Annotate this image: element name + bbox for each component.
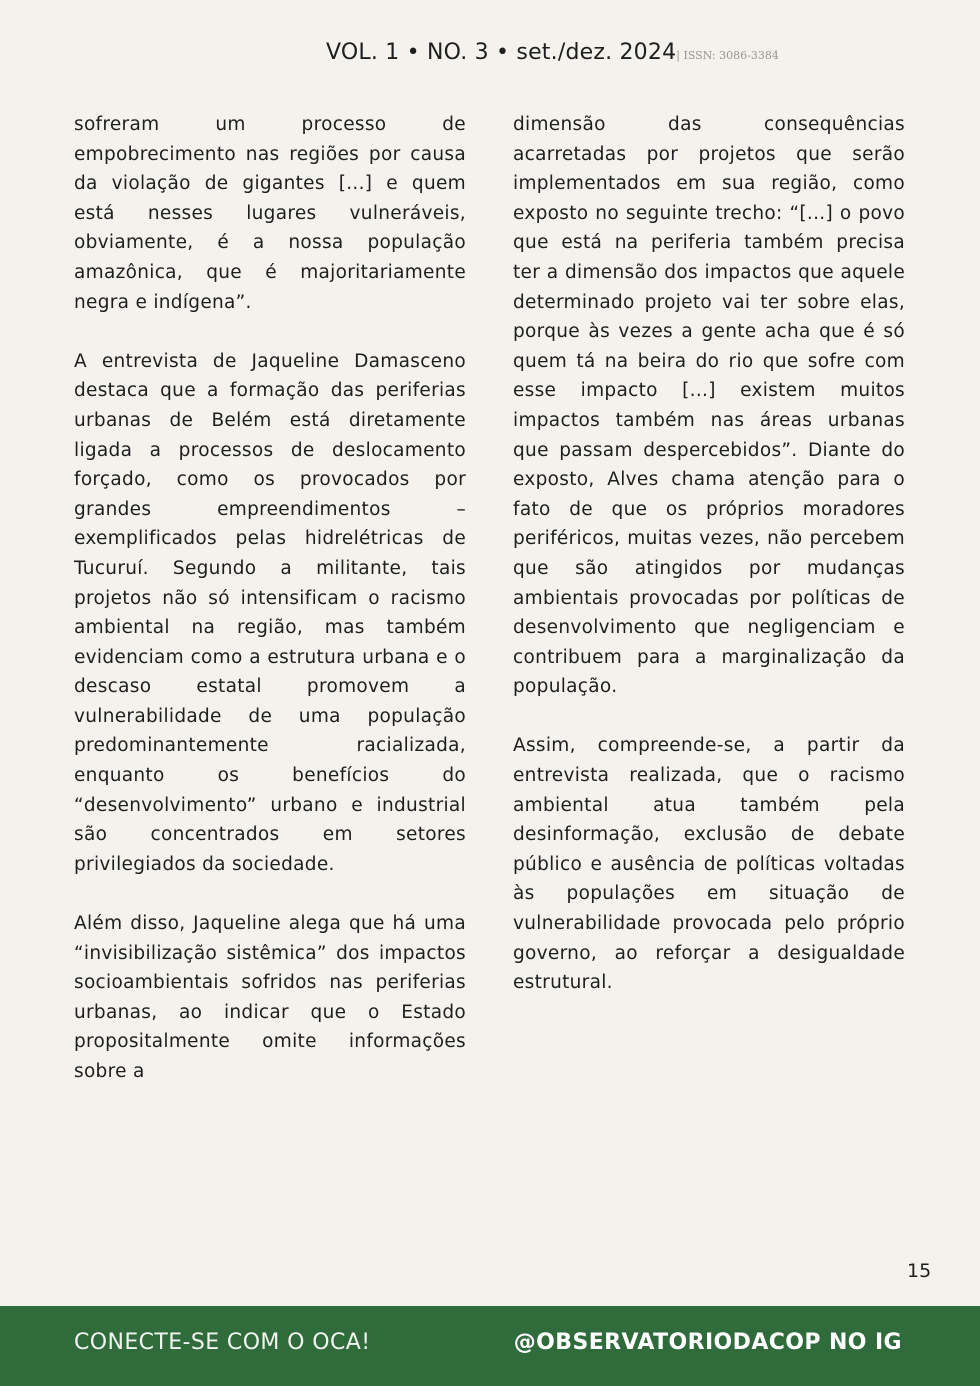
paragraph: dimensão das consequências acarretadas por projetos que serão implementados em sua região, como exposto no seguinte trecho: “[...] o povo que está na periferia também precisa ter a dimensão dos impactos que aquele determinado projeto vai ter sobre elas, porque às vezes a gente acha que é só quem tá na beira do rio que sofre com esse impacto [...] existem muitos impactos também nas áreas urbanas que passam despercebidos”. Diante do exposto, Alves chama atenção para o fato de que os próprios moradores periféricos, muitas vezes, não percebem que são atingidos por mudanças ambientais provocadas por políticas de desenvolvimento que negligenciam e contribuem para a marginalização da população. [513, 114, 905, 698]
issn: | ISSN: 3086-3384 [676, 49, 779, 62]
page-number: 15 [907, 1260, 932, 1282]
paragraph: A entrevista de Jaqueline Damasceno destaca que a formação das periferias urbanas de Belém está diretamente ligada a processos de deslocamento forçado, como os provocados por grandes empreendimentos – exemplificados pelas hidrelétricas de Tucuruí. Segundo a militante, tais projetos não só intensificam o racismo ambiental na região, mas também evidenciam como a estrutura urbana e o descaso estatal promovem a vulnerabilidade de uma população predominantemente racializada, enquanto os benefícios do “desenvolvimento” urbano e industrial são concentrados em setores privilegiados da sociedade. [74, 350, 466, 875]
footer-bar [0, 1306, 980, 1386]
paragraph: sofreram um processo de empobrecimento nas regiões por causa da violação de gigantes [...] e quem está nesses lugares vulneráveis, obviamente, é a nossa população amazônica, que é majoritariamente negra e indígena”. [74, 114, 466, 313]
right-column [513, 110, 905, 1027]
journal-header [326, 40, 779, 65]
left-column [74, 110, 466, 1116]
footer-connect-text: CONECTE-SE COM O OCA! [74, 1330, 371, 1355]
footer-instagram-handle: @OBSERVATORIODACOP NO IG [513, 1330, 902, 1355]
paragraph: Além disso, Jaqueline alega que há uma “invisibilização sistêmica” dos impactos socioambientais sofridos nas periferias urbanas, ao indicar que o Estado propositalmente omite informações sobre a [74, 913, 466, 1082]
volume-issue: VOL. 1 • NO. 3 • set./dez. 2024 [326, 40, 677, 65]
paragraph: Assim, compreende-se, a partir da entrevista realizada, que o racismo ambiental atua também pela desinformação, exclusão de debate público e ausência de políticas voltadas às populações em situação de vulnerabilidade provocada pelo próprio governo, ao reforçar a desigualdade estrutural. [513, 735, 905, 994]
